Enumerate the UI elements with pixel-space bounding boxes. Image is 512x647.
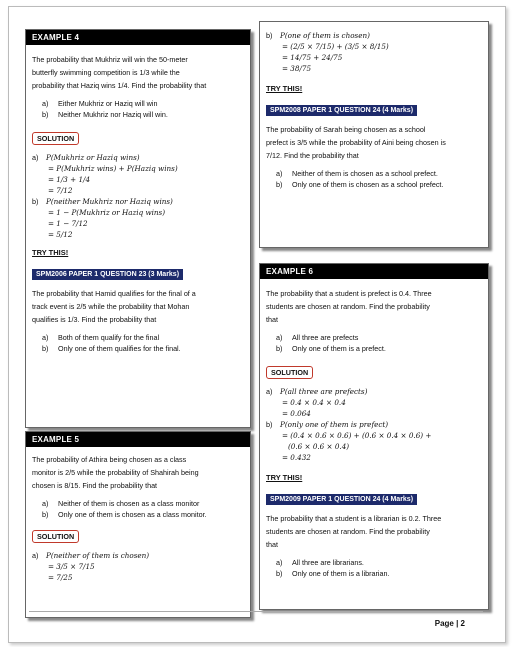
example-6-text-2: students are chosen at random. Find the probability [266, 302, 430, 311]
spm2006-label: SPM2006 PAPER 1 QUESTION 23 (3 Marks) [32, 269, 183, 280]
example-4-part-b: b) Neither Mukhriz nor Haziq will win. [42, 110, 168, 119]
try-1-text-1: The probability that Hamid qualifies for the final of a [32, 289, 196, 298]
example-6-box [259, 263, 489, 610]
example-6-text-3: that [266, 315, 278, 324]
page-number: Page | 2 [434, 619, 465, 628]
example-5-title: EXAMPLE 5 [26, 432, 250, 447]
try-3-text-3: that [266, 540, 278, 549]
page [8, 6, 506, 643]
try-3-part-a: a) All three are librarians. [276, 558, 364, 567]
try-this-2: TRY THIS! [266, 84, 303, 93]
example-5-part-a: a) Neither of them is chosen as a class monitor [42, 499, 200, 508]
example-4-box [25, 29, 251, 428]
try-1-part-b: b) Only one of them qualifies for the final. [42, 344, 181, 353]
example-5-continued-box [259, 21, 489, 248]
example-5-part-b-solution: b) P(one of them is chosen) = (2/5 × 7/15) + (3/5 × 8/15) = 14/75 + 24/75 = 38/75 [266, 31, 389, 73]
example-5-solution: a) P(neither of them is chosen) = 3/5 × 7/15 = 7/25 [32, 551, 150, 582]
example-5-box [25, 431, 251, 618]
try-2-text-2: prefect is 3/5 while the probability of Aini being chosen is [266, 138, 446, 147]
try-3-part-b: b) Only one of them is a librarian. [276, 569, 390, 578]
try-2-part-b: b) Only one of them is chosen as a school prefect. [276, 180, 444, 189]
try-3-text-2: students are chosen at random. Find the probability [266, 527, 430, 536]
example-5-solution-label: SOLUTION [32, 530, 79, 543]
try-1-part-a: a) Both of them qualify for the final [42, 333, 160, 342]
try-2-text-1: The probability of Sarah being chosen as a school [266, 125, 426, 134]
try-this-3: TRY THIS! [266, 473, 303, 482]
try-2-text-3: 7/12. Find the probability that [266, 151, 359, 160]
example-4-text-3: probability that Haziq wins 1/4. Find the probability that [32, 81, 207, 90]
example-4-solution-label: SOLUTION [32, 132, 79, 145]
example-5-part-b: b) Only one of them is chosen as a class monitor. [42, 510, 207, 519]
example-4-text-2: butterfly swimming competition is 1/3 while the [32, 68, 180, 77]
example-4-solution: a) P(Mukhriz or Haziq wins) = P(Mukhriz wins) + P(Haziq wins) = 1/3 + 1/4 = 7/12 b) P(neither Mukhriz nor Haziq wins) = 1 − P(Mukhriz or Haziq wins) = 1 − 7/12 = 5/12 [32, 153, 178, 239]
try-this-1: TRY THIS! [32, 248, 69, 257]
example-4-part-a: a) Either Mukhriz or Haziq will win [42, 99, 158, 108]
example-5-text-1: The probability of Athira being chosen as a class [32, 455, 187, 464]
example-6-part-b: b) Only one of them is a prefect. [276, 344, 386, 353]
example-4-text-1: The probability that Mukhriz will win the 50-meter [32, 55, 188, 64]
example-6-title: EXAMPLE 6 [260, 264, 488, 279]
spm2008-label: SPM2008 PAPER 1 QUESTION 24 (4 Marks) [266, 105, 417, 116]
example-6-solution-label: SOLUTION [266, 366, 313, 379]
try-3-text-1: The probability that a student is a librarian is 0.2. Three [266, 514, 442, 523]
try-1-text-2: track event is 2/5 while the probability that Mohan [32, 302, 190, 311]
try-1-text-3: qualifies is 1/3. Find the probability that [32, 315, 157, 324]
example-5-text-2: monitor is 2/5 while the probability of Shahirah being [32, 468, 199, 477]
example-6-text-1: The probability that a student is prefect is 0.4. Three [266, 289, 432, 298]
try-2-part-a: a) Neither of them is chosen as a school prefect. [276, 169, 438, 178]
example-5-text-3: chosen is 8/15. Find the probability that [32, 481, 158, 490]
spm2009-label: SPM2009 PAPER 1 QUESTION 24 (4 Marks) [266, 494, 417, 505]
example-6-part-a: a) All three are prefects [276, 333, 359, 342]
example-6-solution: a) P(all three are prefects) = 0.4 × 0.4 × 0.4 = 0.064 b) P(only one of them is prefect) = (0.4 × 0.6 × 0.6) + (0.6 × 0.4 × 0.6) + (0.6 × 0.6 × 0.4) = 0.432 [266, 387, 432, 462]
footer-rule [29, 611, 483, 612]
example-4-title: EXAMPLE 4 [26, 30, 250, 45]
